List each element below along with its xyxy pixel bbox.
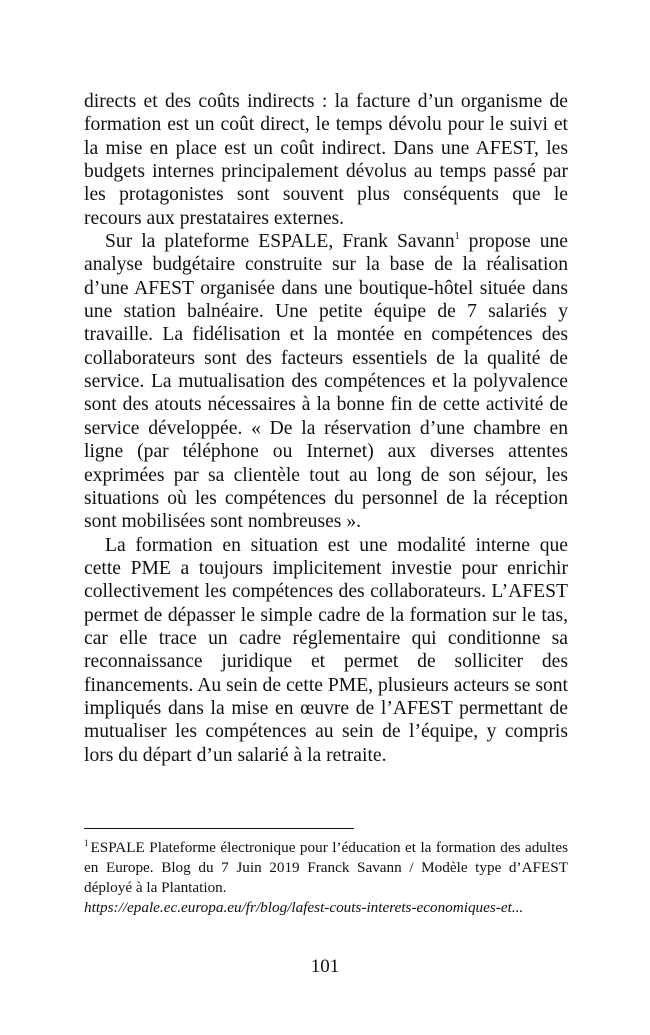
paragraph-2-text-end: propose une analyse budgétaire construite sur la base de la réalisation d’une AFEST organisée dans une boutique-hôtel située dans une station balnéaire. Une petite équipe de 7 salariés y travaille. La fidélisation et la montée en compétences des collaborateurs sont des facteurs essentiels de la qualité de service. La mutualisation des compétences et la polyvalence sont des atouts nécessaires à la bonne fin de cette activité de service développée. « De la réservation d’une chambre en ligne (par téléphone ou Internet) aux diverses attentes exprimées par sa clientèle tout au long de son séjour, les situations où les compétences du personnel de la réception sont mobilisées sont nombreuses ». [84,231,568,533]
page-body [84,90,568,767]
page-number: 101 [310,956,340,977]
footnote-link[interactable]: https://epale.ec.europa.eu/fr/blog/lafest-couts-interets-economiques-et... [84,899,524,916]
footnote-text: ESPALE Plateforme électronique pour l’éducation et la formation des adultes en Europe. Blog du 7 Juin 2019 Franck Savann / Modèle type d’AFEST déployé à la Plantation. [84,839,568,896]
footnote-number: 1 [84,838,89,848]
paragraph-3: La formation en situation est une modalité interne que cette PME a toujours implicitement investie pour enrichir collectivement les compétences des collaborateurs. L’AFEST permet de dépasser le simple cadre de la formation sur le tas, car elle trace un cadre réglementaire qui conditionne sa reconnaissance juridique et permet de solliciter des financements. Au sein de cette PME, plusieurs acteurs se sont impliqués dans la mise en œuvre de l’AFEST permettant de mutualiser les compétences au sein de l’équipe, y compris lors du départ d’un salarié à la retraite. [84,534,568,766]
footnote-text-block [84,838,568,898]
footnote [84,838,568,918]
paragraph-1: directs et des coûts indirects : la facture d’un organisme de formation est un coût direct, le temps dévolu pour le suivi et la mise en place est un coût indirect. Dans une AFEST, les budgets internes principalement dévolus au temps passé par les protagonistes sont souvent plus conséquents que le recours aux prestataires externes. [84,91,568,229]
paragraph-2-text-start: Sur la plateforme ESPALE, Frank Savann [105,231,455,253]
footnote-reference[interactable]: 1 [454,231,460,243]
paragraph-2 [84,230,568,533]
footnote-separator [84,828,354,829]
main-text [84,90,568,767]
